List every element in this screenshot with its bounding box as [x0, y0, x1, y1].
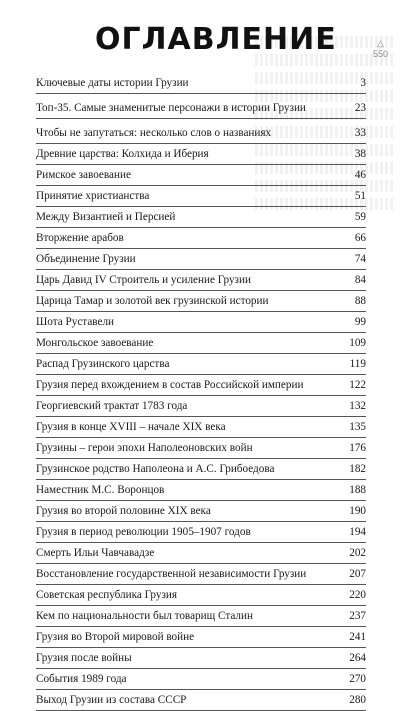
toc-entry-page: 99 — [354, 316, 366, 328]
toc-entry-title: Царица Тамар и золотой век грузинской истории — [36, 295, 269, 307]
toc-entry — [36, 669, 366, 690]
toc-entry-title: Шота Руставели — [36, 316, 115, 328]
toc-entry-title: Советская республика Грузия — [36, 589, 178, 601]
toc-entry — [36, 98, 366, 119]
toc-entry-page: 194 — [349, 526, 366, 538]
toc-entry-title: Римское завоевание — [36, 169, 131, 181]
toc-entry-page: 188 — [349, 484, 366, 496]
toc-entry-title: События 1989 года — [36, 673, 127, 685]
toc-entry — [36, 165, 366, 186]
toc-entry-page: 122 — [349, 379, 366, 391]
toc-entry-title: Кем по национальности был товарищ Сталин — [36, 610, 253, 622]
toc-entry — [36, 522, 366, 543]
toc-entry-title: Выход Грузии из состава СССР — [36, 694, 187, 706]
toc-entry-page: 190 — [349, 505, 366, 517]
toc-entry-title: Восстановление государственной независимости Грузии — [36, 568, 307, 580]
table-of-contents — [36, 73, 366, 711]
toc-entry-title: Георгиевский трактат 1783 года — [36, 400, 188, 412]
toc-entry — [36, 375, 366, 396]
corner-page-mark — [373, 38, 388, 60]
toc-entry-title: Монгольское завоевание — [36, 337, 154, 349]
toc-entry-title: Древние царства: Колхида и Иберия — [36, 148, 209, 160]
toc-entry — [36, 312, 366, 333]
toc-entry-title: Царь Давид IV Строитель и усиление Грузии — [36, 274, 251, 286]
toc-entry — [36, 459, 366, 480]
toc-entry — [36, 270, 366, 291]
toc-entry-title: Грузия в конце XVIII – начале XIX века — [36, 421, 226, 433]
toc-entry — [36, 354, 366, 375]
page-title: ОГЛАВЛЕНИЕ — [95, 22, 337, 57]
toc-entry-page: 88 — [354, 295, 366, 307]
toc-entry — [36, 291, 366, 312]
toc-entry-title: Грузия перед вхождением в состав Российской империи — [36, 379, 304, 391]
toc-entry — [36, 123, 366, 144]
toc-entry-page: 135 — [349, 421, 366, 433]
toc-entry — [36, 228, 366, 249]
toc-entry — [36, 207, 366, 228]
toc-entry-page: 119 — [349, 358, 366, 370]
toc-entry — [36, 333, 366, 354]
toc-entry — [36, 501, 366, 522]
toc-entry-page: 3 — [360, 77, 366, 89]
toc-entry-page: 51 — [354, 190, 366, 202]
toc-entry — [36, 396, 366, 417]
toc-entry — [36, 606, 366, 627]
toc-entry — [36, 249, 366, 270]
toc-entry-title: Ключевые даты истории Грузии — [36, 77, 189, 89]
toc-entry — [36, 480, 366, 501]
toc-entry-page: 59 — [354, 211, 366, 223]
toc-entry-title: Грузия в период революции 1905–1907 годов — [36, 526, 251, 538]
toc-entry-title: Принятие христианства — [36, 190, 150, 202]
toc-entry-title: Вторжение арабов — [36, 232, 124, 244]
toc-entry-title: Чтобы не запутаться: несколько слов о названиях — [36, 127, 272, 139]
toc-entry-title: Грузины – герои эпохи Наполеоновских войн — [36, 442, 253, 454]
toc-entry — [36, 417, 366, 438]
corner-triangle-icon: △ — [377, 38, 384, 48]
toc-entry-page: 109 — [349, 337, 366, 349]
toc-entry-title: Топ-35. Самые знаменитые персонажи в истории Грузии — [36, 102, 306, 114]
toc-entry — [36, 585, 366, 606]
toc-entry-title: Грузия во Второй мировой войне — [36, 631, 195, 643]
toc-entry-page: 176 — [349, 442, 366, 454]
toc-entry — [36, 690, 366, 711]
toc-entry-page: 220 — [349, 589, 366, 601]
toc-entry-title: Между Византией и Персией — [36, 211, 176, 223]
corner-page-number: 550 — [372, 49, 388, 59]
toc-entry-page: 207 — [349, 568, 366, 580]
toc-entry-title: Смерть Ильи Чавчавадзе — [36, 547, 155, 559]
toc-entry-page: 38 — [354, 148, 366, 160]
toc-entry-page: 74 — [354, 253, 366, 265]
toc-entry-page: 66 — [354, 232, 366, 244]
toc-entry-title: Грузия во второй половине XIX века — [36, 505, 211, 517]
toc-entry-page: 46 — [354, 169, 366, 181]
toc-entry-page: 84 — [354, 274, 366, 286]
toc-entry-page: 33 — [354, 127, 366, 139]
toc-entry-page: 241 — [349, 631, 366, 643]
toc-entry — [36, 438, 366, 459]
toc-entry — [36, 648, 366, 669]
toc-entry-page: 237 — [349, 610, 366, 622]
toc-entry-page: 264 — [349, 652, 366, 664]
toc-entry-title: Распад Грузинского царства — [36, 358, 170, 370]
toc-entry — [36, 144, 366, 165]
toc-entry-page: 182 — [349, 463, 366, 475]
toc-entry-title: Объединение Грузии — [36, 253, 136, 265]
toc-entry — [36, 543, 366, 564]
toc-entry-page: 280 — [349, 694, 366, 706]
toc-entry — [36, 564, 366, 585]
toc-entry-title: Грузия после войны — [36, 652, 132, 664]
toc-entry-page: 132 — [349, 400, 366, 412]
toc-entry-page: 23 — [354, 102, 366, 114]
toc-entry — [36, 73, 366, 94]
toc-entry-title: Грузинское родство Наполеона и А.С. Грибоедова — [36, 463, 275, 475]
toc-entry-page: 202 — [349, 547, 366, 559]
toc-entry — [36, 627, 366, 648]
toc-entry-page: 270 — [349, 673, 366, 685]
toc-entry — [36, 186, 366, 207]
toc-entry-title: Наместник М.С. Воронцов — [36, 484, 165, 496]
